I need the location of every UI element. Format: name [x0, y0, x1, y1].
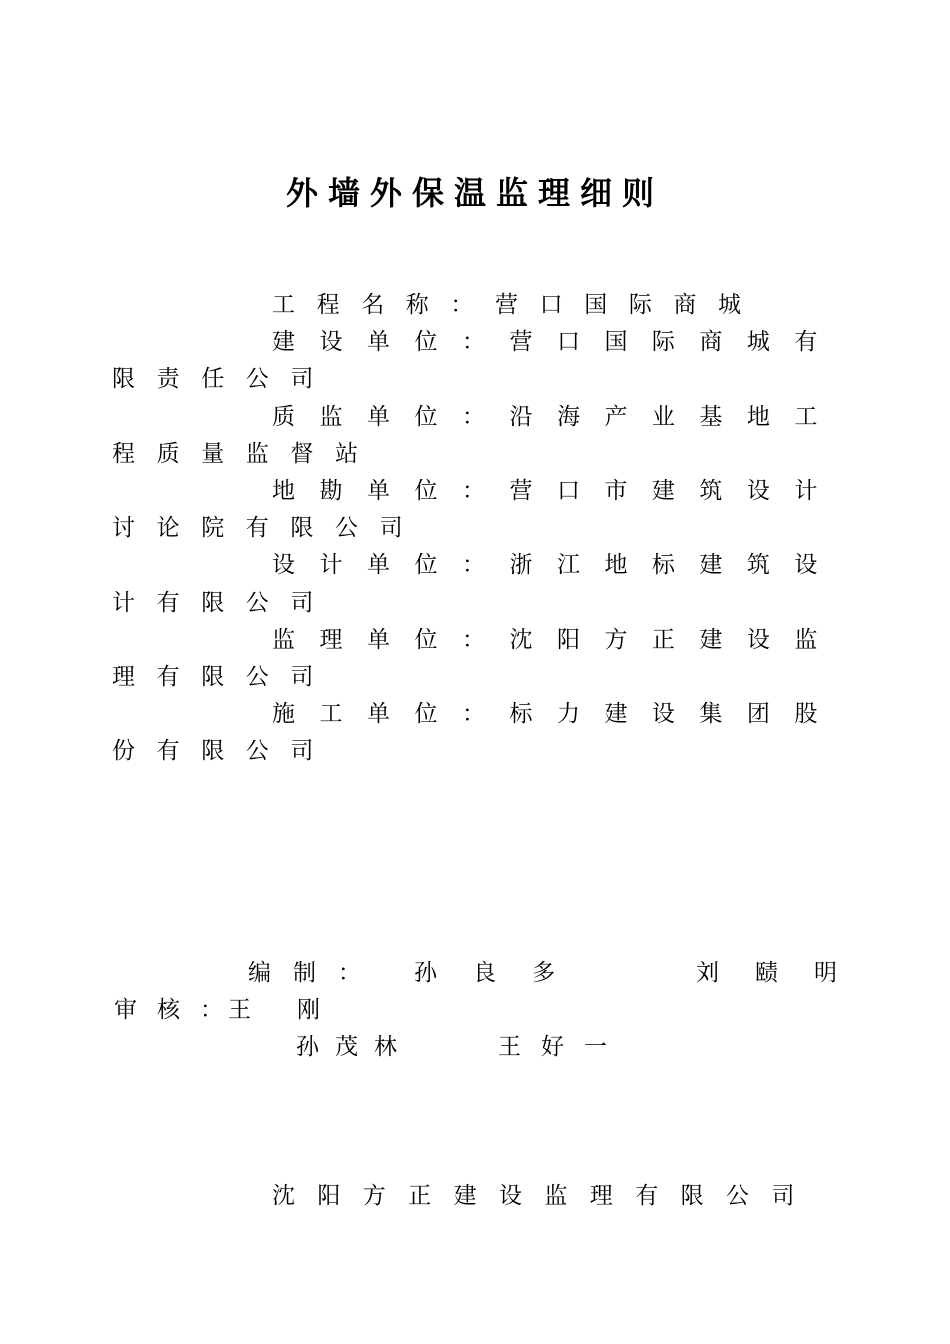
colon: ： — [461, 329, 510, 356]
project-info-line — [112, 622, 839, 696]
colon: ： — [450, 292, 496, 318]
field-value: 沿海产业基地工程质量监督站 — [112, 403, 840, 467]
field-label: 施工单位 — [272, 701, 462, 728]
field-value: 标力建设集团股份有限公司 — [112, 701, 840, 765]
colon: ： — [461, 403, 510, 430]
field-label: 建设单位 — [272, 329, 462, 356]
field-value: 营口市建筑设计讨论院有限公司 — [112, 478, 840, 542]
compiler-label: 编制： — [248, 960, 383, 986]
reviewer-name: 王刚 — [228, 997, 366, 1024]
signers-block — [112, 955, 873, 1067]
project-info-line — [112, 287, 839, 324]
project-info-block — [112, 287, 839, 771]
reviewer-line — [112, 992, 839, 1029]
project-info-line — [112, 324, 839, 398]
colon: ： — [461, 478, 510, 505]
project-info-line — [112, 399, 839, 473]
field-label: 监理单位 — [272, 626, 462, 653]
project-info-line — [112, 547, 839, 621]
field-label: 设计单位 — [272, 552, 462, 579]
field-value: 沈阳方正建设监理有限公司 — [112, 626, 840, 691]
field-value: 营口国际商城有限责任公司 — [112, 329, 840, 393]
field-value: 营口国际商城 — [495, 292, 763, 318]
field-label: 质监单位 — [272, 403, 462, 430]
compiler-name: 刘赜明 — [696, 960, 873, 986]
field-label: 工程名称 — [272, 292, 451, 318]
reviewer-label: 审核： — [114, 997, 243, 1024]
project-info-line — [112, 696, 839, 770]
compiler-name: 孙良多 — [414, 960, 591, 986]
colon: ： — [461, 552, 510, 579]
field-label: 地勘单位 — [272, 478, 462, 505]
reviewer-name: 孙茂林 — [296, 1034, 413, 1061]
company-name: 沈阳方正建设监理有限公司 — [272, 1183, 817, 1209]
colon: ： — [461, 701, 510, 728]
colon: ： — [461, 626, 510, 653]
compiler-line — [112, 955, 873, 992]
project-info-line — [112, 473, 839, 547]
reviewer-name: 王好一 — [498, 1034, 627, 1061]
document-title: 外墙外保温监理细则 — [285, 174, 664, 212]
field-value: 浙江地标建筑设计有限公司 — [112, 552, 840, 616]
reviewer-line-2 — [112, 1029, 839, 1066]
